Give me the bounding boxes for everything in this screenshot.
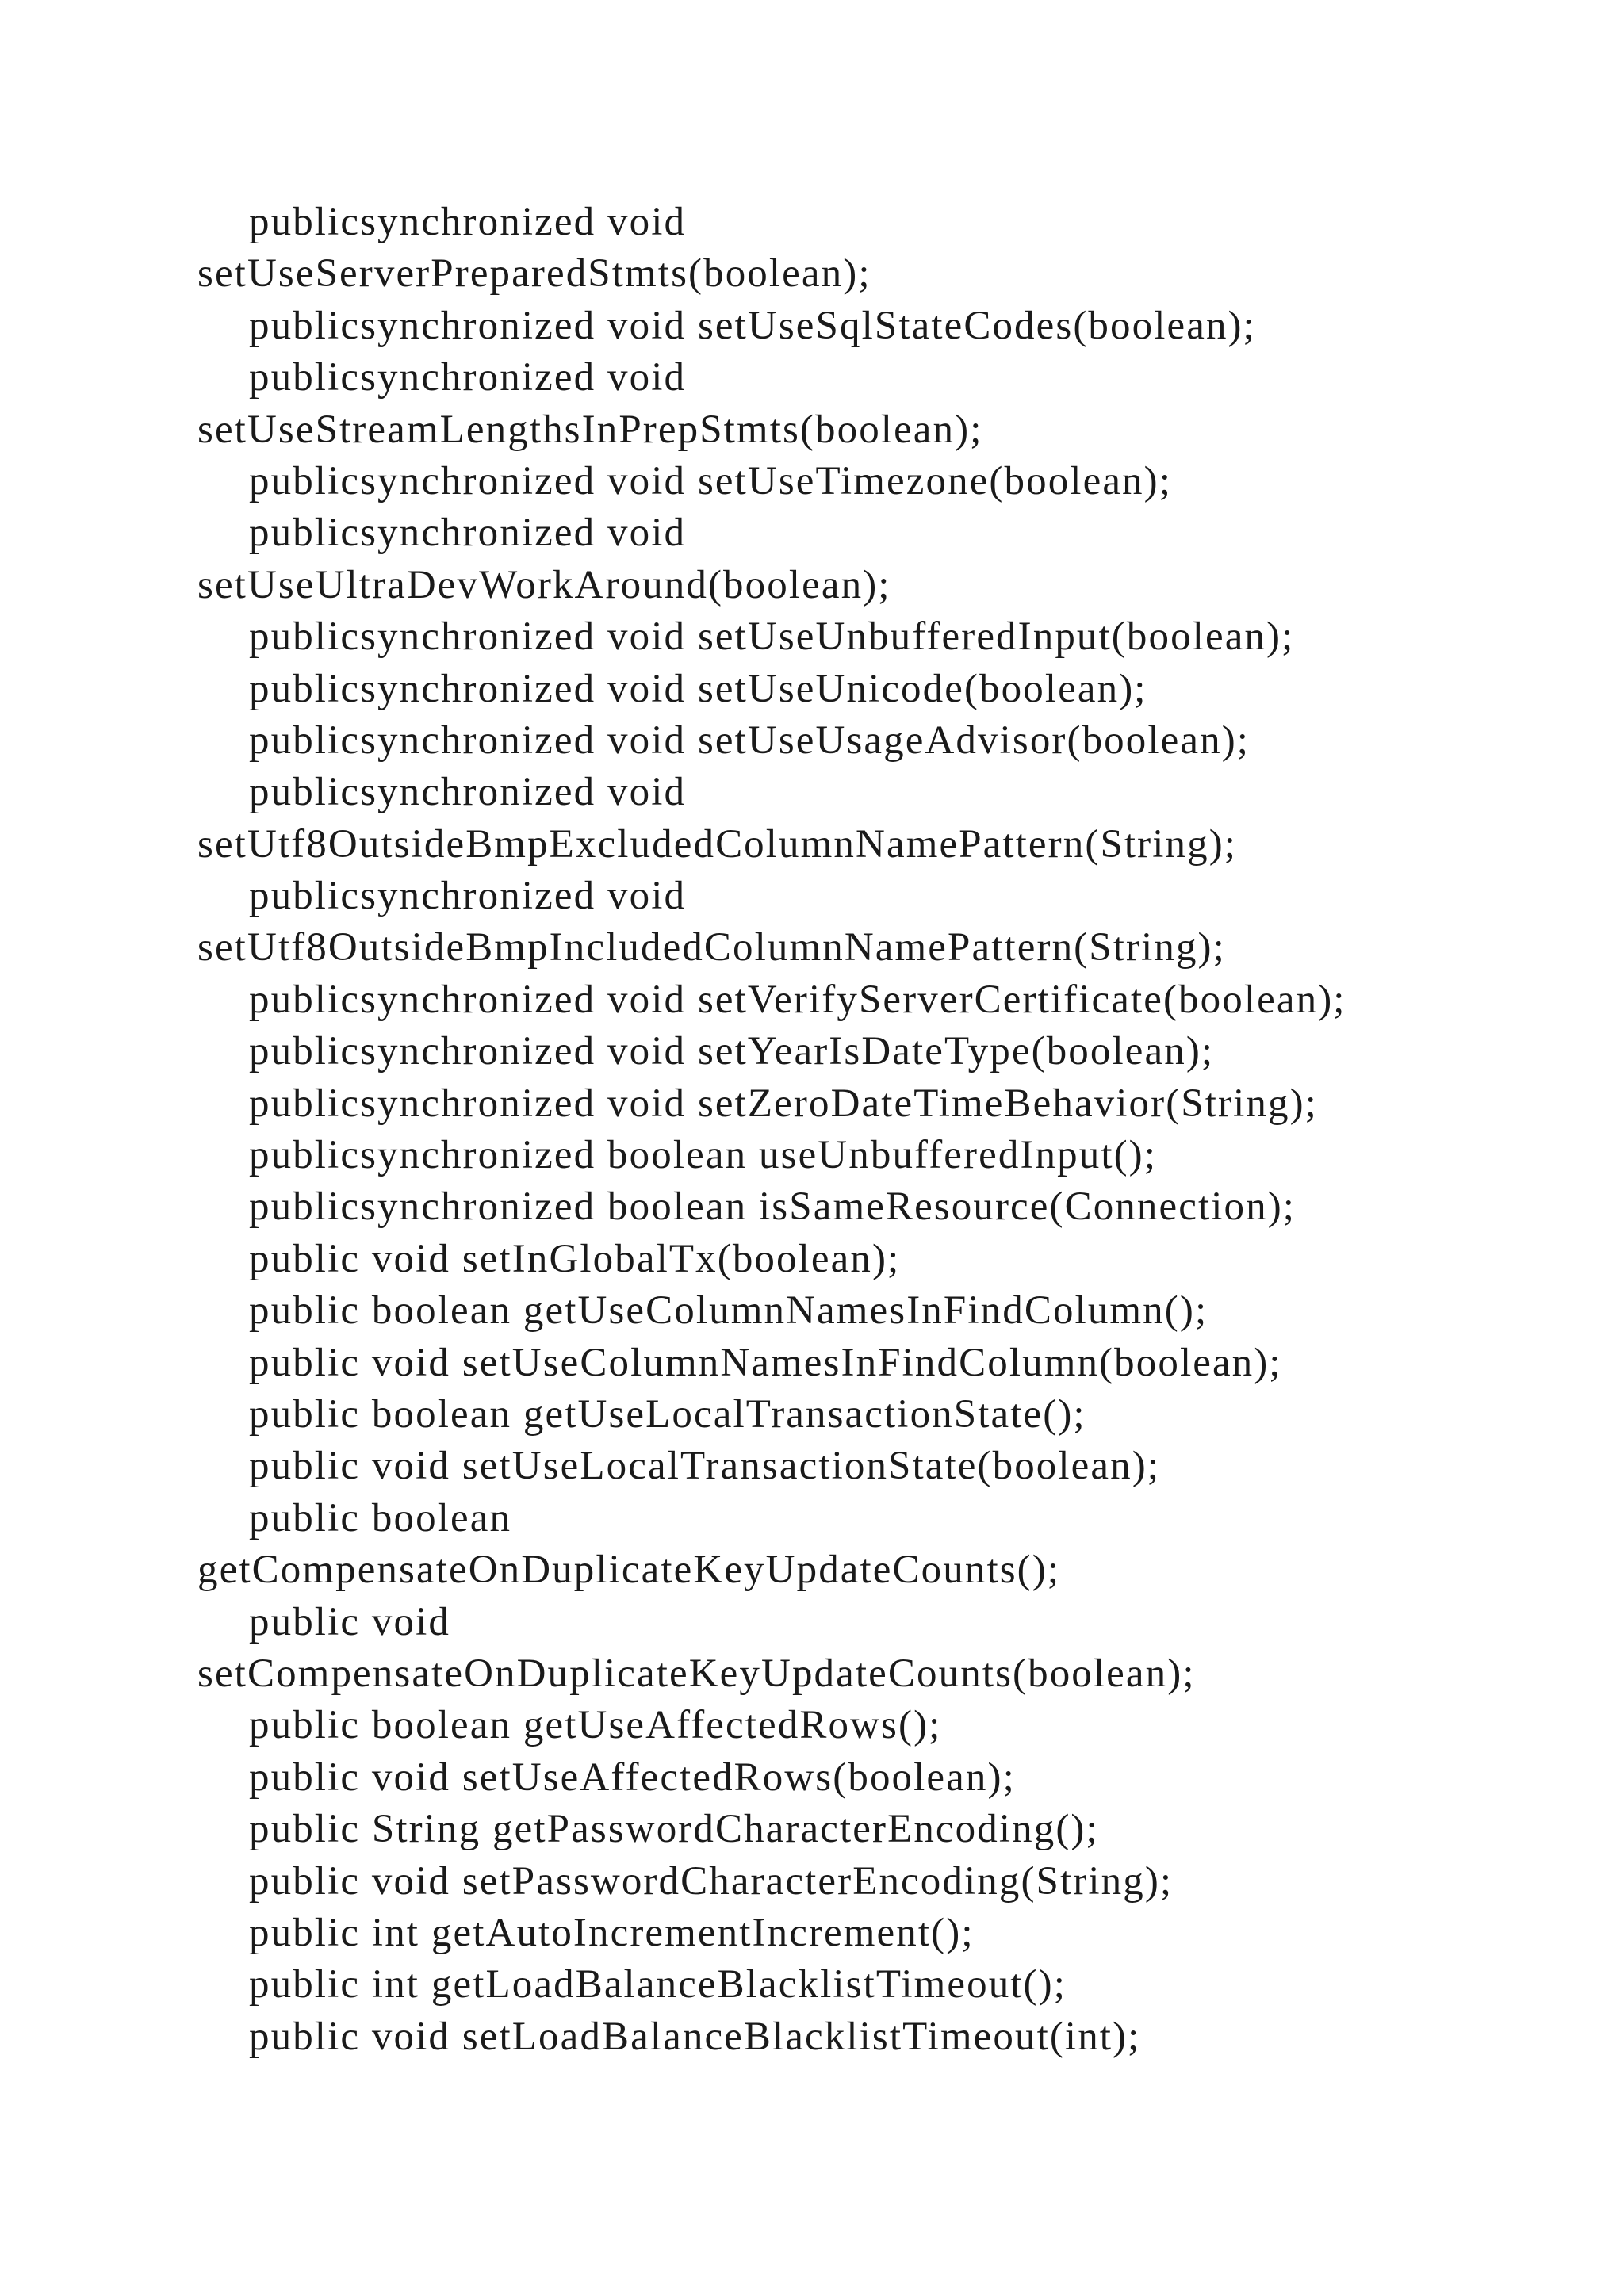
text-line: public int getAutoIncrementIncrement(); — [249, 1910, 975, 1955]
text-line: public void setLoadBalanceBlacklistTimeout(int); — [249, 2014, 1141, 2059]
text-line: public void — [249, 1599, 450, 1644]
text-line: public void setUseAffectedRows(boolean); — [249, 1755, 1016, 1800]
code-listing — [197, 197, 1498, 2063]
text-line: publicsynchronized void setZeroDateTimeBehavior(String); — [249, 1081, 1318, 1126]
text-line: publicsynchronized void — [249, 355, 687, 400]
text-line: public void setPasswordCharacterEncoding(String); — [249, 1858, 1174, 1904]
text-line: public boolean — [249, 1495, 512, 1540]
text-line: publicsynchronized void setVerifyServerCertificate(boolean); — [249, 977, 1346, 1022]
text-line: publicsynchronized void — [249, 511, 687, 556]
text-line: getCompensateOnDuplicateKeyUpdateCounts(); — [197, 1548, 1061, 1593]
text-line: publicsynchronized void setUseSqlStateCodes(boolean); — [249, 303, 1256, 348]
text-line: publicsynchronized void — [249, 770, 687, 815]
text-line: publicsynchronized void setUseUnbufferedInput(boolean); — [249, 614, 1295, 660]
text-line: setUtf8OutsideBmpExcludedColumnNamePattern(String); — [197, 821, 1238, 867]
text-line: public void setInGlobalTx(boolean); — [249, 1236, 901, 1281]
text-line: public void setUseLocalTransactionState(boolean); — [249, 1444, 1161, 1489]
text-line: setUtf8OutsideBmpIncludedColumnNamePattern(String); — [197, 925, 1226, 970]
text-line: setUseServerPreparedStmts(boolean); — [197, 251, 871, 297]
text-line: publicsynchronized void — [249, 874, 687, 919]
text-line: public boolean getUseLocalTransactionState(); — [249, 1391, 1086, 1437]
text-line: public boolean getUseColumnNamesInFindColumn(); — [249, 1288, 1208, 1334]
text-line: public boolean getUseAffectedRows(); — [249, 1703, 942, 1748]
text-line: publicsynchronized boolean useUnbufferedInput(); — [249, 1133, 1158, 1178]
text-line: publicsynchronized void setYearIsDateType(boolean); — [249, 1029, 1215, 1074]
text-line: publicsynchronized boolean isSameResource(Connection); — [249, 1184, 1297, 1230]
text-line: public String getPasswordCharacterEncoding(); — [249, 1807, 1099, 1852]
text-line: setUseStreamLengthsInPrepStmts(boolean); — [197, 407, 983, 452]
text-line: publicsynchronized void — [249, 200, 687, 244]
text-line: publicsynchronized void setUseTimezone(boolean); — [249, 458, 1173, 503]
text-line: publicsynchronized void setUseUsageAdvisor(boolean); — [249, 718, 1251, 763]
text-line: setCompensateOnDuplicateKeyUpdateCounts(boolean); — [197, 1651, 1196, 1696]
text-line: setUseUltraDevWorkAround(boolean); — [197, 562, 891, 607]
text-line: public void setUseColumnNamesInFindColumn(boolean); — [249, 1340, 1282, 1385]
text-line: publicsynchronized void setUseUnicode(boolean); — [249, 666, 1147, 711]
text-line: public int getLoadBalanceBlacklistTimeout(); — [249, 1962, 1067, 2007]
